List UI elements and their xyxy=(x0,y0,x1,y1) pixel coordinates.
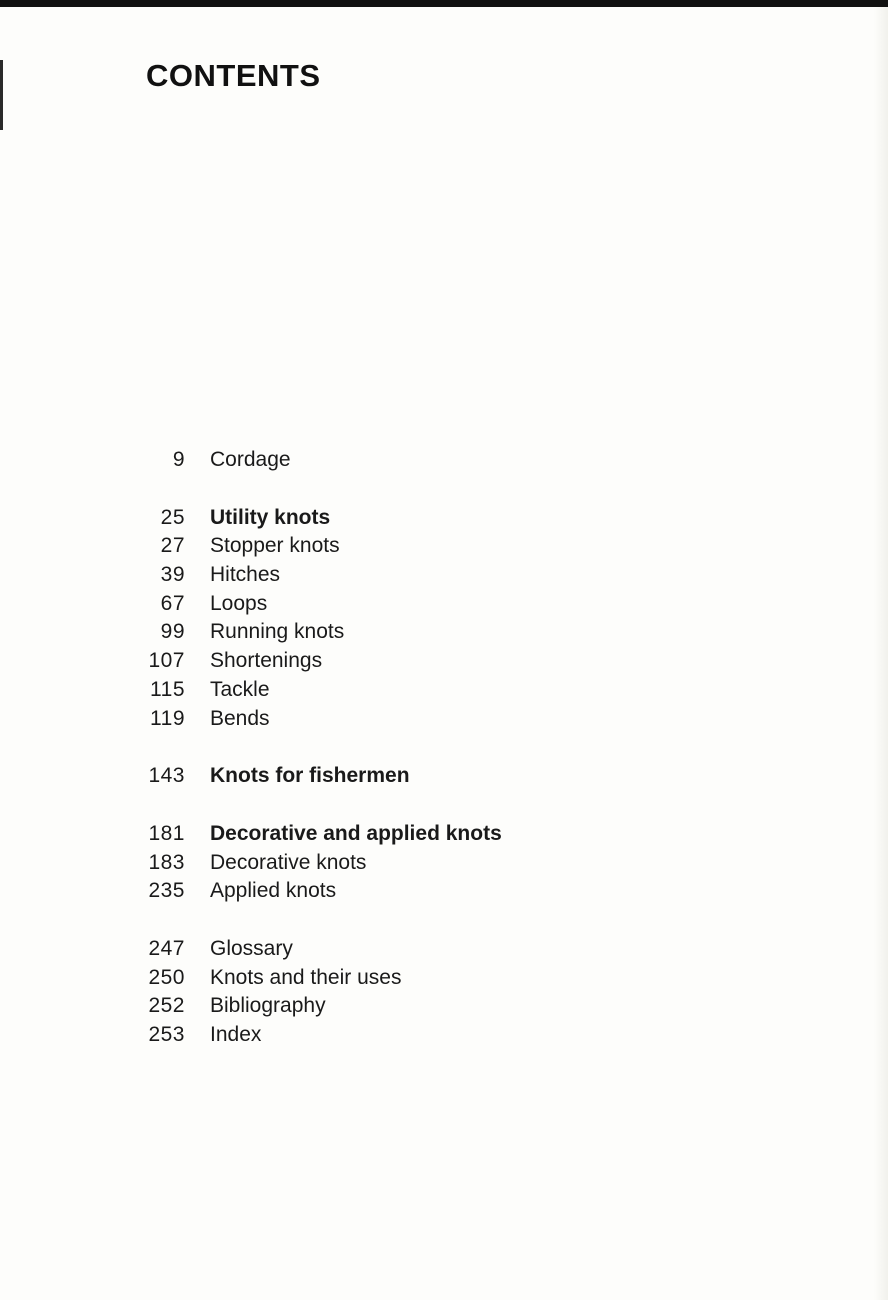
toc-entry[interactable] xyxy=(0,561,888,590)
toc-entry-label: Glossary xyxy=(210,936,293,960)
toc-entry-label: Applied knots xyxy=(210,879,337,903)
toc-page-number: 119 xyxy=(150,706,185,730)
page-top-edge xyxy=(0,0,888,7)
toc-group xyxy=(0,935,888,1050)
toc-entry[interactable] xyxy=(0,532,888,561)
toc-entry[interactable] xyxy=(0,590,888,619)
toc-page-number: 252 xyxy=(148,994,185,1018)
toc-entry[interactable] xyxy=(0,992,888,1021)
toc-entry-label: Loops xyxy=(210,591,268,615)
toc-page-number: 99 xyxy=(160,620,185,644)
toc-entry-label: Knots for fishermen xyxy=(210,764,410,788)
toc-entry-label: Bends xyxy=(210,706,270,730)
toc-entry-label: Index xyxy=(210,1023,262,1046)
toc-page-number: 25 xyxy=(160,505,185,529)
toc-page-number: 247 xyxy=(148,936,185,960)
toc-section-heading[interactable] xyxy=(0,504,888,533)
toc-page-number: 39 xyxy=(160,563,185,587)
toc-entry[interactable] xyxy=(0,618,888,647)
toc-group xyxy=(0,504,888,734)
toc-entry-label: Decorative and applied knots xyxy=(210,821,502,845)
toc-entry-label: Running knots xyxy=(210,620,345,644)
toc-section-heading[interactable] xyxy=(0,762,888,791)
toc-page-number: 253 xyxy=(148,1023,185,1046)
toc-entry-label: Bibliography xyxy=(210,994,326,1018)
table-of-contents xyxy=(0,446,888,1079)
toc-entry-label: Knots and their uses xyxy=(210,965,402,989)
toc-page-number: 67 xyxy=(160,591,185,615)
toc-entry[interactable] xyxy=(0,849,888,878)
toc-page-number: 250 xyxy=(148,965,185,989)
toc-section-heading[interactable] xyxy=(0,820,888,849)
toc-group xyxy=(0,820,888,906)
toc-entry-label: Utility knots xyxy=(210,505,331,529)
toc-group xyxy=(0,446,888,475)
page-left-edge xyxy=(0,60,3,130)
toc-entry-label: Decorative knots xyxy=(210,850,367,874)
toc-page-number: 183 xyxy=(148,850,185,874)
toc-entry[interactable] xyxy=(0,446,888,475)
toc-entry[interactable] xyxy=(0,705,888,734)
toc-entry[interactable] xyxy=(0,676,888,705)
toc-page-number: 107 xyxy=(148,649,185,673)
toc-entry-label: Stopper knots xyxy=(210,534,340,558)
toc-page-number: 9 xyxy=(172,448,185,471)
toc-group xyxy=(0,762,888,791)
toc-entry-label: Tackle xyxy=(210,677,270,701)
toc-page-number: 181 xyxy=(148,821,185,845)
toc-entry[interactable] xyxy=(0,964,888,993)
page-title: CONTENTS xyxy=(146,58,321,93)
toc-page-number: 115 xyxy=(150,677,185,701)
toc-entry-label: Cordage xyxy=(210,448,291,471)
toc-entry-label: Hitches xyxy=(210,563,281,587)
toc-entry[interactable] xyxy=(0,935,888,964)
toc-entry-label: Shortenings xyxy=(210,649,323,673)
toc-page-number: 235 xyxy=(148,879,185,903)
toc-entry[interactable] xyxy=(0,877,888,906)
toc-entry[interactable] xyxy=(0,1021,888,1050)
toc-page-number: 27 xyxy=(160,534,185,558)
toc-entry[interactable] xyxy=(0,647,888,676)
toc-page-number: 143 xyxy=(148,764,185,788)
